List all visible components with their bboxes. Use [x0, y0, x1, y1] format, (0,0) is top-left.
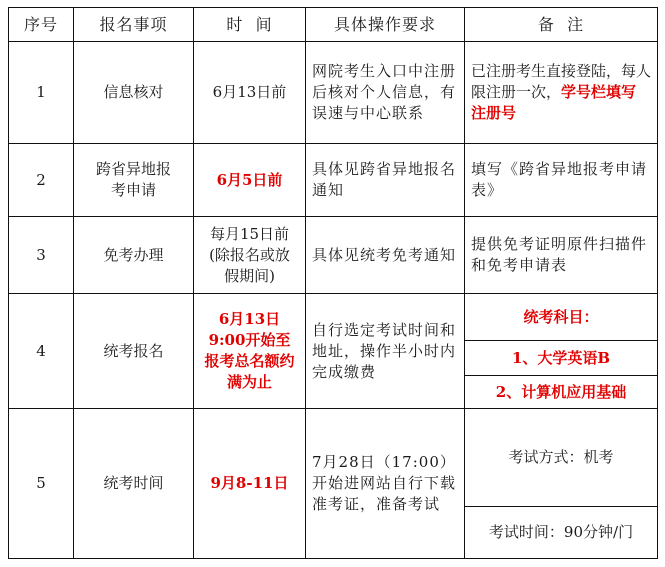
- row2-time: 6月5日前: [216, 170, 283, 189]
- header-no: 序号: [23, 15, 58, 34]
- header-time: 时 间: [226, 15, 273, 34]
- row2-no: 2: [36, 170, 46, 189]
- row4-no: 4: [36, 341, 46, 360]
- row3-no: 3: [36, 245, 46, 264]
- row4-subject-2: 2、计算机应用基础: [495, 382, 627, 401]
- row5-item: 统考时间: [103, 474, 164, 492]
- row1-time: 6月13日前: [212, 83, 287, 101]
- row1-item: 信息核对: [103, 83, 164, 101]
- row1-operation: 网院考生入口中注册后核对个人信息，有误速与中心联系: [312, 62, 457, 122]
- row4-time: 6月13日9:00开始至报考总名额约满为止: [204, 310, 295, 391]
- row5-no: 5: [36, 474, 46, 492]
- header-item: 报名事项: [99, 15, 168, 34]
- row3-time: 每月15日前(除报名或放假期间): [209, 224, 290, 285]
- row4-operation: 自行选定考试时间和地址，操作半小时内完成缴费: [312, 320, 457, 381]
- row1-note-text: 已注册考生直接登陆，每人限注册一次，: [471, 62, 652, 101]
- row3-note: 提供免考证明原件扫描件和免考申请表: [471, 235, 648, 274]
- row3-item: 免考办理: [103, 245, 164, 264]
- row3-operation: 具体见统考免考通知: [312, 245, 457, 264]
- row5-exam-duration: 考试时间：90分钟/门: [488, 523, 634, 541]
- row4-note-heading: 统考科目：: [523, 307, 599, 326]
- row2-operation: 具体见跨省异地报名通知: [312, 160, 457, 199]
- row5-operation: 7月28日（17:00）开始进网站自行下载准考证，准备考试: [312, 453, 457, 513]
- row2-item: 跨省异地报考申请: [96, 160, 172, 199]
- row5-time: 9月8-11日: [210, 474, 289, 492]
- row1-note: [465, 42, 657, 143]
- row5-exam-mode: 考试方式：机考: [508, 448, 614, 466]
- header-note: 备 注: [537, 15, 585, 34]
- header-operation: 具体操作要求: [333, 15, 436, 34]
- row4-item: 统考报名: [103, 341, 164, 360]
- registration-schedule-table: [8, 7, 658, 559]
- row1-note-highlight: 学号栏填写注册号: [471, 83, 637, 122]
- row2-note: 填写《跨省异地报考申请表》: [471, 160, 648, 199]
- row1-no: 1: [36, 83, 46, 101]
- row4-subject-1: 1、大学英语B: [511, 348, 611, 367]
